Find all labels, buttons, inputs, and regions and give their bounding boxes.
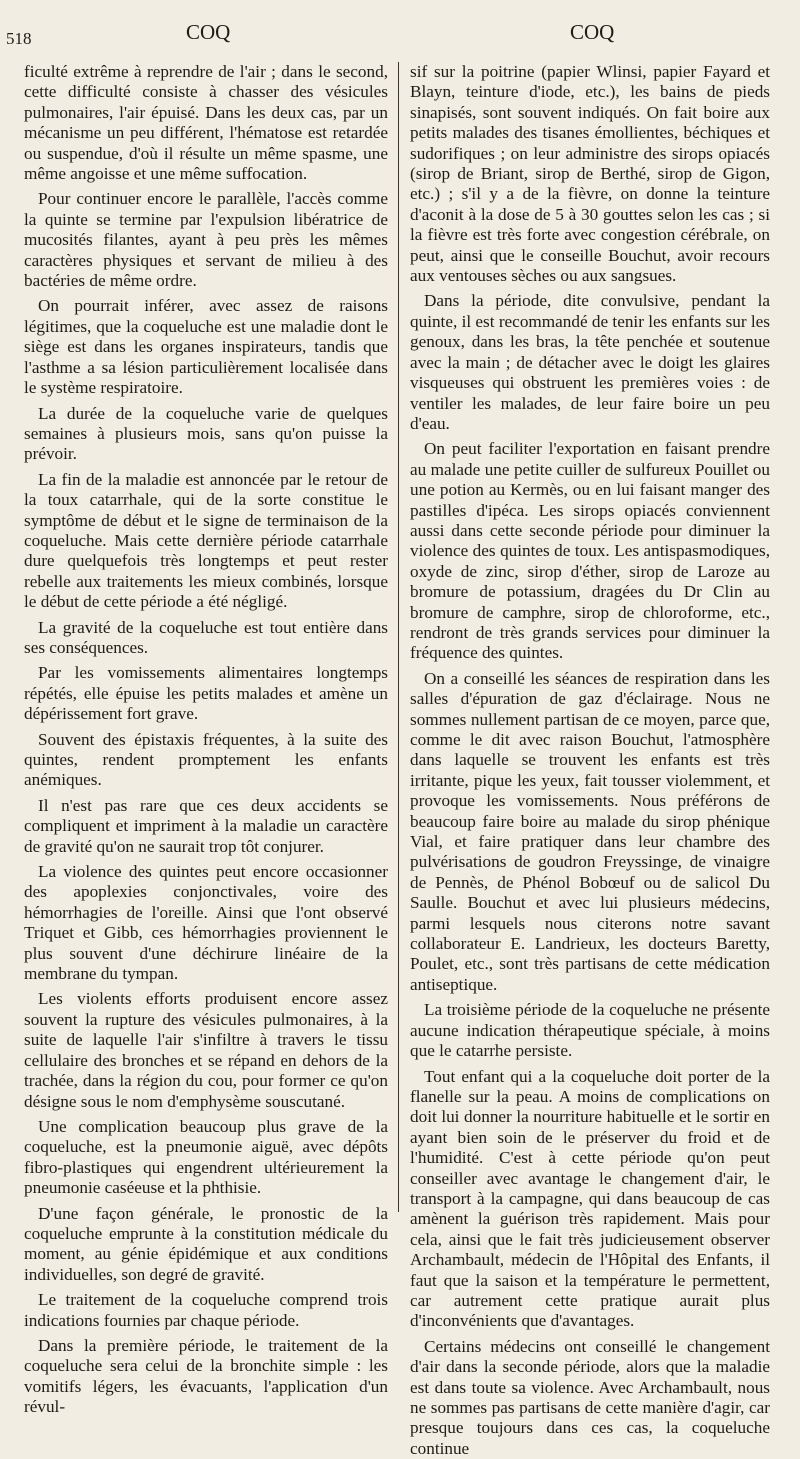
running-header-left: COQ <box>186 20 231 44</box>
right-column <box>410 62 770 1458</box>
paragraph: La troisième période de la coqueluche ne présente aucune indication thérapeutique spéciale, à moins que le catarrhe persiste. <box>410 1000 770 1061</box>
paragraph: La gravité de la coqueluche est tout entière dans ses conséquences. <box>24 617 388 657</box>
running-header-right: COQ <box>570 20 615 44</box>
paragraph: Une complication beaucoup plus grave de la coqueluche, est la pneumonie aiguë, avec dépôts fibro-plastiques qui engendrent ultérieurement la pneumonie caséeuse et la phthisie. <box>24 1116 388 1198</box>
paragraph: On a conseillé les séances de respiration dans les salles d'épuration de gaz d'éclairage. Nous ne sommes nullement partisan de ce moyen, parce que, comme le dit avec raison Bouchut, l'atmosphère dans laquelle se trouvent les enfants est très irritante, pique les yeux, fait tousser violemment, et provoque les vomissements. Nous préférons de beaucoup faire boire au malade du sirop phénique Vial, et faire pratiquer dans leur chambre des pulvérisations de goudron Freyssinge, de vinaigre de Pennès, de Phénol Bobœuf ou de salicol Du Saulle. Bouchut et avec lui plusieurs médecins, parmi lesquels nous citerons notre savant collaborateur E. Landrieux, les docteurs Baretty, Poulet, etc., sont très partisans de cette médication antiseptique. <box>410 668 770 994</box>
paragraph: D'une façon générale, le pronostic de la coqueluche emprunte à la constitution médicale du moment, au génie épidémique et aux conditions individuelles, son degré de gravité. <box>24 1203 388 1284</box>
paragraph: Souvent des épistaxis fréquentes, à la suite des quintes, rendent promptement les enfants anémiques. <box>24 729 388 790</box>
paragraph: ficulté extrême à reprendre de l'air ; dans le second, cette difficulté consiste à chasser des vésicules pulmonaires, l'air épuisé. Dans les deux cas, par un mécanisme un peu différent, l'hématose est retardée ou suspendue, d'où il résulte un même spasme, une même angoisse et une même suffocation. <box>24 62 388 184</box>
left-column <box>24 62 388 1417</box>
page-number: 518 <box>6 29 32 48</box>
paragraph: On peut faciliter l'exportation en faisant prendre au malade une petite cuiller de sulfureux Pouillet ou une potion au Kermès, ou en lui faisant manger des pastilles d'ipéca. Les sirops opiacés conviennent aussi dans cette seconde période pour diminuer la violence des quintes de toux. Les antispasmodiques, oxyde de zinc, sirop d'éther, sirop de Laroze au bromure de potassium, dragées du Dr Clin au bromure de camphre, sirop de chloroforme, etc., rendront de très grands services pour diminuer la fréquence des quintes. <box>410 439 770 663</box>
paragraph: La violence des quintes peut encore occasionner des apoplexies conjonctivales, voire des hémorrhagies de l'oreille. Ainsi que l'ont observé Triquet et Gibb, ces hémorrhagies proviennent le plus souvent d'une déchirure linéaire de la membrane du tympan. <box>24 862 388 984</box>
paragraph: Pour continuer encore le parallèle, l'accès comme la quinte se termine par l'expulsion libératrice de mucosités filantes, ayant à peu près les mêmes caractères physiques et servant de milieu à des bactéries de même ordre. <box>24 189 388 291</box>
paragraph: Le traitement de la coqueluche comprend trois indications fournies par chaque période. <box>24 1290 388 1330</box>
paragraph: La durée de la coqueluche varie de quelques semaines à plusieurs mois, sans qu'on puisse la prévoir. <box>24 403 388 464</box>
paragraph: Par les vomissements alimentaires longtemps répétés, elle épuise les petits malades et amène un dépérissement fort grave. <box>24 663 388 724</box>
paragraph: sif sur la poitrine (papier Wlinsi, papier Fayard et Blayn, teinture d'iode, etc.), les bains de pieds sinapisés, sont souvent indiqués. On fait boire aux petits malades des tisanes émollientes, béchiques et sudorifiques ; on leur administre des sirops opiacés (sirop de Briant, sirop de Berthé, sirop de Gigon, etc.) ; s'il y a de la fièvre, on donne la teinture d'aconit à la dose de 5 à 30 gouttes selon les cas ; si la fièvre est très forte avec congestion cérébrale, on peut, ainsi que le conseille Bouchut, avoir recours aux ventouses sèches ou aux sangsues. <box>410 62 770 286</box>
column-divider <box>398 62 399 1212</box>
paragraph: Certains médecins ont conseillé le changement d'air dans la seconde période, alors que la maladie est dans toute sa violence. Avec Archambault, nous ne sommes pas partisans de cette manière d'agir, car presque toujours dans ces cas, la coqueluche continue <box>410 1336 770 1458</box>
paragraph: Dans la première période, le traitement de la coqueluche sera celui de la bronchite simple : les vomitifs légers, les évacuants, l'application d'un révul- <box>24 1335 388 1417</box>
paragraph: Il n'est pas rare que ces deux accidents se compliquent et impriment à la maladie un caractère de gravité qu'on ne saurait trop tôt conjurer. <box>24 795 388 856</box>
paragraph: La fin de la maladie est annoncée par le retour de la toux catarrhale, qui de la sorte constitue le symptôme de début et le signe de terminaison de la coqueluche. Mais cette dernière période catarrhale dure quelquefois très longtemps et peut rester rebelle aux traitements les mieux combinés, lorsque le début de cette période a été négligé. <box>24 469 388 612</box>
paragraph: Tout enfant qui a la coqueluche doit porter de la flanelle sur la peau. A moins de complications on doit lui donner la nourriture habituelle et le sortir en ayant bien soin de le préserver du froid et de l'humidité. C'est à cette période qu'on peut conseiller avec avantage le changement d'air, le transport à la campagne, qui dans beaucoup de cas amènent la guérison très rapidement. Mais pour cela, ainsi que le fait très judicieusement observer Archambault, médecin de l'Hôpital des Enfants, il faut que la saison et la température le permettent, car autrement cette pratique aurait plus d'inconvénients que d'avantages. <box>410 1066 770 1331</box>
paragraph: Dans la période, dite convulsive, pendant la quinte, il est recommandé de tenir les enfants sur les genoux, dans les bras, la tête penchée et soutenue avec la main ; de détacher avec le doigt les glaires visqueuses qui obstruent les premières voies : de ventiler les malades, de leur faire boire un peu d'eau. <box>410 291 770 433</box>
paragraph: Les violents efforts produisent encore assez souvent la rupture des vésicules pulmonaires, à la suite de laquelle l'air s'infiltre à travers le tissu cellulaire des bronches et se répand en dehors de la trachée, dans la région du cou, pour former ce qu'on désigne sous le nom d'emphysème souscutané. <box>24 989 388 1111</box>
paragraph: On pourrait inférer, avec assez de raisons légitimes, que la coqueluche est une maladie dont le siège est dans les organes inspirateurs, tandis que l'asthme a sa lésion particulièrement localisée dans le système respiratoire. <box>24 296 388 398</box>
